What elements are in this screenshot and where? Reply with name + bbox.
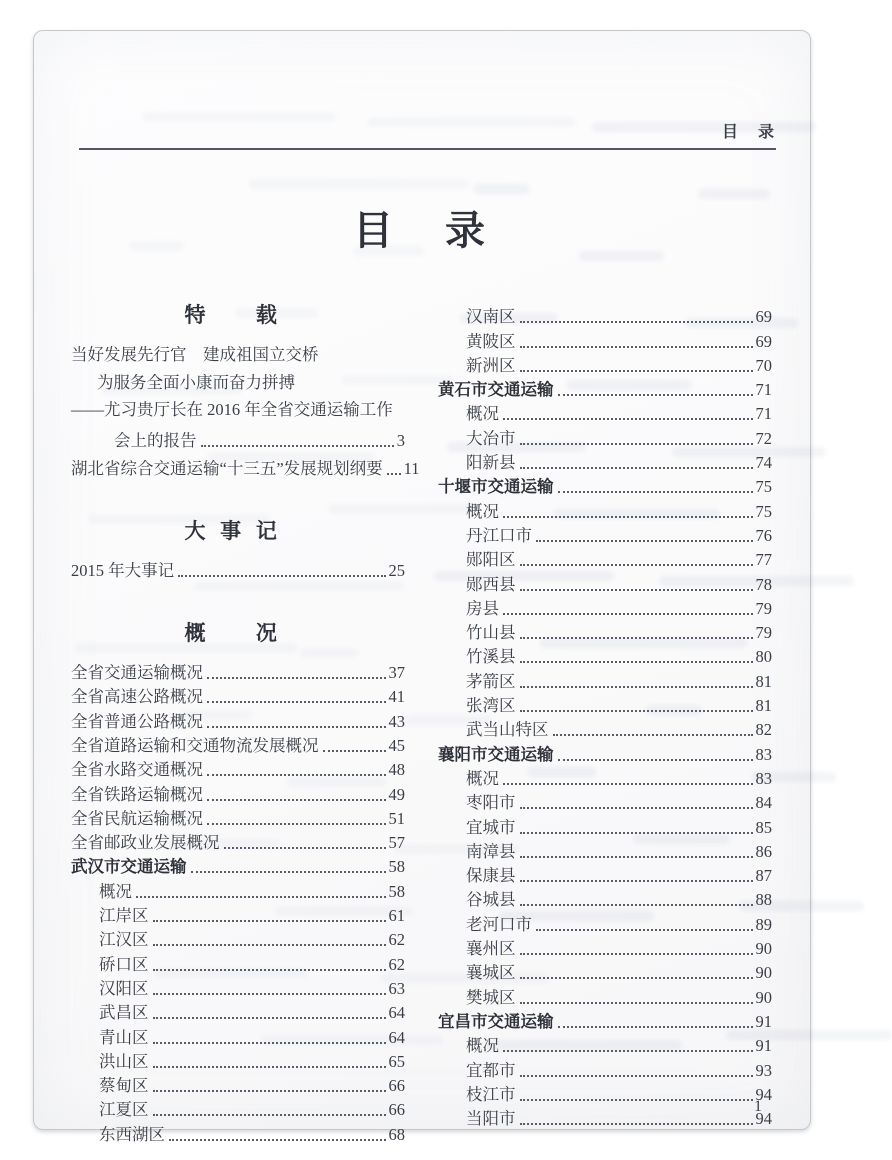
toc-entry bbox=[438, 497, 772, 521]
toc-entry-page-number: 75 bbox=[755, 501, 772, 521]
toc-entry bbox=[71, 732, 405, 756]
toc-entry bbox=[438, 740, 772, 764]
dot-leader bbox=[520, 953, 753, 955]
toc-entry bbox=[438, 910, 772, 934]
toc-entry bbox=[438, 595, 772, 619]
toc-entry bbox=[438, 643, 772, 667]
toc-entry-label: 黄陂区 bbox=[466, 331, 516, 351]
page-number: 1 bbox=[754, 1098, 762, 1115]
toc-entry bbox=[438, 983, 772, 1007]
toc-entry-label: 江汉区 bbox=[99, 930, 149, 950]
toc-title-line: 为服务全面小康而奋力拼搏 bbox=[97, 372, 295, 392]
dot-leader bbox=[224, 847, 386, 849]
dot-leader bbox=[520, 1002, 753, 1004]
toc-entry-label: 概况 bbox=[466, 1036, 499, 1056]
dot-leader bbox=[207, 677, 386, 679]
dot-leader bbox=[503, 516, 753, 518]
toc-entry-label: 丹江口市 bbox=[466, 525, 532, 545]
toc-entry bbox=[438, 1105, 772, 1129]
toc-entry-label: 全省水路交通概况 bbox=[71, 760, 203, 780]
toc-entry-label: 樊城区 bbox=[466, 987, 516, 1007]
dot-leader bbox=[503, 418, 753, 420]
toc-entry bbox=[71, 853, 405, 877]
toc-entry bbox=[71, 1072, 405, 1096]
toc-entry bbox=[71, 707, 405, 731]
toc-entry-page-number: 88 bbox=[755, 890, 772, 910]
toc-entry-page-number: 69 bbox=[755, 307, 772, 327]
toc-entry-label: 概况 bbox=[466, 404, 499, 424]
toc-entry-page-number: 71 bbox=[755, 404, 772, 424]
toc-entry-page-number: 66 bbox=[388, 1076, 405, 1096]
toc-entry-page-number: 72 bbox=[755, 428, 772, 448]
toc-entry bbox=[71, 683, 405, 707]
toc-entry bbox=[71, 950, 405, 974]
toc-entry bbox=[438, 400, 772, 424]
toc-entry-label: 武汉市交通运输 bbox=[71, 857, 187, 877]
dot-leader bbox=[558, 491, 753, 493]
bleed-through-bar bbox=[142, 112, 336, 122]
toc-entry-label: 郧西县 bbox=[466, 574, 516, 594]
toc-entry bbox=[438, 959, 772, 983]
dot-leader bbox=[520, 856, 753, 858]
toc-entry-page-number: 80 bbox=[755, 647, 772, 667]
toc-entry bbox=[438, 376, 772, 400]
toc-entry bbox=[438, 838, 772, 862]
toc-entry bbox=[71, 805, 405, 829]
toc-entry bbox=[71, 451, 420, 479]
dot-leader bbox=[169, 1139, 386, 1141]
toc-entry-label: 南漳县 bbox=[466, 841, 516, 861]
toc-entry bbox=[438, 619, 772, 643]
dot-leader bbox=[520, 686, 753, 688]
toc-entry bbox=[71, 557, 405, 581]
toc-entry-label: 十堰市交通运输 bbox=[438, 477, 554, 497]
toc-entry bbox=[71, 780, 405, 804]
toc-entry bbox=[71, 975, 405, 999]
dot-leader bbox=[536, 929, 753, 931]
toc-entry-page-number: 81 bbox=[755, 696, 772, 716]
toc-page bbox=[33, 30, 811, 1144]
dot-leader bbox=[520, 637, 753, 639]
toc-entry bbox=[71, 877, 405, 901]
dot-leader bbox=[520, 564, 753, 566]
toc-entry-label: 襄城区 bbox=[466, 963, 516, 983]
dot-leader bbox=[153, 1066, 386, 1068]
toc-entry bbox=[438, 862, 772, 886]
toc-entry-page-number: 90 bbox=[755, 963, 772, 983]
toc-entry-label: 宜城市 bbox=[466, 817, 516, 837]
dot-leader bbox=[207, 823, 386, 825]
toc-entry-page-number: 74 bbox=[755, 453, 772, 473]
toc-entry-page-number: 65 bbox=[388, 1051, 405, 1071]
toc-entry-label: 江夏区 bbox=[99, 1100, 149, 1120]
toc-entry-page-number: 78 bbox=[755, 574, 772, 594]
toc-entry-label: 新洲区 bbox=[466, 355, 516, 375]
toc-entry bbox=[71, 1120, 405, 1144]
section-heading: 特 载 bbox=[184, 303, 292, 327]
toc-entry-page-number: 94 bbox=[755, 1084, 772, 1104]
toc-entry-page-number: 87 bbox=[755, 866, 772, 886]
dot-leader bbox=[520, 346, 753, 348]
dot-leader bbox=[153, 969, 386, 971]
toc-entry bbox=[438, 327, 772, 351]
bleed-through-bar bbox=[248, 179, 470, 189]
toc-entry-page-number: 25 bbox=[388, 560, 405, 580]
dot-leader bbox=[191, 871, 386, 873]
toc-entry bbox=[71, 756, 405, 780]
dot-leader bbox=[520, 1123, 753, 1125]
toc-column-left bbox=[71, 293, 420, 1145]
toc-entry-page-number: 89 bbox=[755, 914, 772, 934]
dot-leader bbox=[153, 920, 386, 922]
toc-entry bbox=[438, 546, 772, 570]
toc-entry-page-number: 61 bbox=[388, 906, 405, 926]
toc-entry-label: 阳新县 bbox=[466, 453, 516, 473]
toc-entry bbox=[438, 1056, 772, 1080]
toc-entry-label: 汉南区 bbox=[466, 307, 516, 327]
dot-leader bbox=[553, 734, 753, 736]
toc-entry-page-number: 94 bbox=[755, 1109, 772, 1129]
toc-entry-label: 宜都市 bbox=[466, 1060, 516, 1080]
dot-leader bbox=[520, 443, 753, 445]
toc-entry-label: 武当山特区 bbox=[466, 720, 549, 740]
dot-leader bbox=[520, 467, 753, 469]
toc-entry-label: 张湾区 bbox=[466, 696, 516, 716]
dot-leader bbox=[207, 799, 386, 801]
bleed-through-bar bbox=[592, 122, 816, 132]
toc-entry bbox=[438, 813, 772, 837]
toc-entry-page-number: 77 bbox=[755, 550, 772, 570]
toc-entry-label: 概况 bbox=[466, 768, 499, 788]
toc-entry bbox=[71, 424, 405, 452]
dot-leader bbox=[201, 445, 394, 447]
toc-entry-page-number: 75 bbox=[755, 477, 772, 497]
toc-entry-label: 东西湖区 bbox=[99, 1124, 165, 1144]
dot-leader bbox=[503, 1050, 753, 1052]
toc-entry bbox=[438, 886, 772, 910]
dot-leader bbox=[207, 774, 386, 776]
toc-entry-page-number: 66 bbox=[388, 1100, 405, 1120]
toc-entry bbox=[438, 570, 772, 594]
toc-entry-label: 大冶市 bbox=[466, 428, 516, 448]
dot-leader bbox=[520, 880, 753, 882]
dot-leader bbox=[178, 575, 385, 577]
toc-entry bbox=[438, 449, 772, 473]
toc-entry bbox=[438, 789, 772, 813]
toc-entry-label: 茅箭区 bbox=[466, 671, 516, 691]
toc-entry bbox=[438, 303, 772, 327]
dot-leader bbox=[520, 661, 753, 663]
dot-leader bbox=[520, 589, 753, 591]
toc-entry-page-number: 79 bbox=[755, 623, 772, 643]
dot-leader bbox=[520, 904, 753, 906]
toc-entry-label: 青山区 bbox=[99, 1027, 149, 1047]
toc-title-line: ——尤习贵厅长在 2016 年全省交通运输工作 bbox=[71, 400, 393, 419]
toc-entry-label: 全省铁路运输概况 bbox=[71, 784, 203, 804]
header-rule bbox=[79, 148, 776, 150]
toc-entry-label: 概况 bbox=[466, 501, 499, 521]
toc-entry-label: 全省高速公路概况 bbox=[71, 687, 203, 707]
toc-entry-page-number: 63 bbox=[388, 978, 405, 998]
toc-entry-page-number: 64 bbox=[388, 1003, 405, 1023]
toc-entry-page-number: 69 bbox=[755, 331, 772, 351]
toc-entry-label: 汉阳区 bbox=[99, 978, 149, 998]
dot-leader bbox=[207, 701, 386, 703]
toc-entry bbox=[438, 692, 772, 716]
dot-leader bbox=[153, 1042, 386, 1044]
toc-entry-page-number: 70 bbox=[755, 355, 772, 375]
toc-entry-label: 全省普通公路概况 bbox=[71, 711, 203, 731]
toc-entry-page-number: 71 bbox=[755, 380, 772, 400]
toc-entry-page-number: 48 bbox=[388, 760, 405, 780]
toc-entry-page-number: 85 bbox=[755, 817, 772, 837]
dot-leader bbox=[153, 1090, 386, 1092]
toc-entry-label: 硚口区 bbox=[99, 954, 149, 974]
toc-entry-page-number: 86 bbox=[755, 841, 772, 861]
toc-entry bbox=[71, 659, 405, 683]
dot-leader bbox=[520, 807, 753, 809]
dot-leader bbox=[153, 944, 386, 946]
toc-entry bbox=[438, 352, 772, 376]
toc-entry-page-number: 43 bbox=[388, 711, 405, 731]
toc-entry-page-number: 58 bbox=[388, 857, 405, 877]
toc-entry bbox=[71, 999, 405, 1023]
dot-leader bbox=[520, 370, 753, 372]
toc-entry bbox=[71, 1023, 405, 1047]
toc-entry-label: 宜昌市交通运输 bbox=[438, 1011, 554, 1031]
toc-entry-label: 枝江市 bbox=[466, 1084, 516, 1104]
toc-entry bbox=[71, 1096, 405, 1120]
toc-entry-page-number: 90 bbox=[755, 987, 772, 1007]
dot-leader bbox=[558, 759, 753, 761]
dot-leader bbox=[153, 993, 386, 995]
toc-entry-page-number: 79 bbox=[755, 598, 772, 618]
dot-leader bbox=[520, 832, 753, 834]
toc-entry-page-number: 58 bbox=[388, 881, 405, 901]
toc-entry-label: 蔡甸区 bbox=[99, 1076, 149, 1096]
bleed-through-bar bbox=[473, 184, 530, 194]
dot-leader bbox=[153, 1114, 386, 1116]
toc-entry-label: 房县 bbox=[466, 598, 499, 618]
dot-leader bbox=[520, 1099, 753, 1101]
dot-leader bbox=[558, 394, 753, 396]
dot-leader bbox=[503, 613, 753, 615]
dot-leader bbox=[207, 726, 386, 728]
toc-entry-page-number: 37 bbox=[388, 663, 405, 683]
toc-entry-label: 当阳市 bbox=[466, 1109, 516, 1129]
toc-entry-page-number: 83 bbox=[755, 768, 772, 788]
dot-leader bbox=[536, 540, 753, 542]
toc-entry-page-number: 82 bbox=[755, 720, 772, 740]
toc-entry bbox=[438, 716, 772, 740]
toc-entry bbox=[438, 765, 772, 789]
dot-leader bbox=[323, 750, 386, 752]
toc-entry bbox=[71, 829, 405, 853]
toc-entry-page-number: 83 bbox=[755, 744, 772, 764]
toc-entry-label: 全省道路运输和交通物流发展概况 bbox=[71, 735, 319, 755]
toc-entry bbox=[71, 902, 405, 926]
toc-entry bbox=[438, 935, 772, 959]
toc-title-line: 当好发展先行官 建成祖国立交桥 bbox=[71, 345, 319, 364]
dot-leader bbox=[520, 710, 753, 712]
toc-entry bbox=[438, 1008, 772, 1032]
dot-leader bbox=[520, 1075, 753, 1077]
dot-leader bbox=[503, 783, 753, 785]
toc-entry-page-number: 49 bbox=[388, 784, 405, 804]
dot-leader bbox=[153, 1017, 386, 1019]
dot-leader bbox=[520, 321, 753, 323]
toc-entry-label: 襄州区 bbox=[466, 939, 516, 959]
toc-entry bbox=[438, 1081, 772, 1105]
toc-entry-label: 会上的报告 bbox=[114, 431, 197, 450]
toc-entry bbox=[438, 1032, 772, 1056]
toc-entry-label: 洪山区 bbox=[99, 1051, 149, 1071]
toc-entry-label: 谷城县 bbox=[466, 890, 516, 910]
toc-entry-label: 郧阳区 bbox=[466, 550, 516, 570]
section-heading: 大事记 bbox=[184, 518, 292, 543]
toc-entry-label: 概况 bbox=[99, 881, 132, 901]
section-heading: 概 况 bbox=[184, 620, 292, 645]
toc-entry-page-number: 64 bbox=[388, 1027, 405, 1047]
toc-entry-label: 江岸区 bbox=[99, 906, 149, 926]
toc-entry-label: 湖北省综合交通运输“十三五”发展规划纲要 bbox=[71, 458, 383, 478]
toc-entry bbox=[438, 473, 772, 497]
toc-entry-page-number: 57 bbox=[388, 833, 405, 853]
toc-entry bbox=[438, 522, 772, 546]
toc-entry-label: 保康县 bbox=[466, 866, 516, 886]
toc-entry-page-number: 11 bbox=[403, 458, 420, 478]
toc-entry bbox=[438, 424, 772, 448]
toc-entry-page-number: 41 bbox=[388, 687, 405, 707]
bleed-through-bar bbox=[367, 117, 576, 127]
toc-column-right bbox=[438, 303, 772, 1129]
toc-entry-page-number: 3 bbox=[396, 431, 405, 450]
toc-entry-page-number: 81 bbox=[755, 671, 772, 691]
toc-entry-page-number: 76 bbox=[755, 525, 772, 545]
toc-entry-page-number: 91 bbox=[755, 1011, 772, 1031]
page-title: 目 录 bbox=[353, 208, 491, 253]
dot-leader bbox=[520, 977, 753, 979]
toc-entry bbox=[71, 1048, 405, 1072]
toc-entry-page-number: 51 bbox=[388, 808, 405, 828]
toc-entry-label: 枣阳市 bbox=[466, 793, 516, 813]
dot-leader bbox=[136, 896, 386, 898]
toc-entry-page-number: 45 bbox=[388, 735, 405, 755]
dot-leader bbox=[387, 473, 401, 475]
toc-entry-label: 襄阳市交通运输 bbox=[438, 744, 554, 764]
bleed-through-bar bbox=[698, 189, 770, 199]
toc-entry-page-number: 93 bbox=[755, 1060, 772, 1080]
toc-entry-label: 全省交通运输概况 bbox=[71, 663, 203, 683]
toc-entry-page-number: 90 bbox=[755, 939, 772, 959]
toc-entry-page-number: 84 bbox=[755, 793, 772, 813]
toc-entry-label: 竹山县 bbox=[466, 623, 516, 643]
toc-entry bbox=[438, 667, 772, 691]
toc-entry bbox=[71, 926, 405, 950]
toc-entry-label: 老河口市 bbox=[466, 914, 532, 934]
toc-entry-label: 竹溪县 bbox=[466, 647, 516, 667]
toc-entry-page-number: 91 bbox=[755, 1036, 772, 1056]
toc-entry-label: 武昌区 bbox=[99, 1003, 149, 1023]
toc-entry-label: 全省邮政业发展概况 bbox=[71, 833, 220, 853]
toc-entry-label: 黄石市交通运输 bbox=[438, 380, 554, 400]
toc-entry-label: 2015 年大事记 bbox=[71, 560, 175, 580]
toc-entry-label: 全省民航运输概况 bbox=[71, 808, 203, 828]
toc-entry-page-number: 68 bbox=[388, 1124, 405, 1144]
toc-entry-page-number: 62 bbox=[388, 930, 405, 950]
toc-entry-page-number: 62 bbox=[388, 954, 405, 974]
running-title: 目 录 bbox=[721, 124, 776, 141]
dot-leader bbox=[558, 1026, 753, 1028]
